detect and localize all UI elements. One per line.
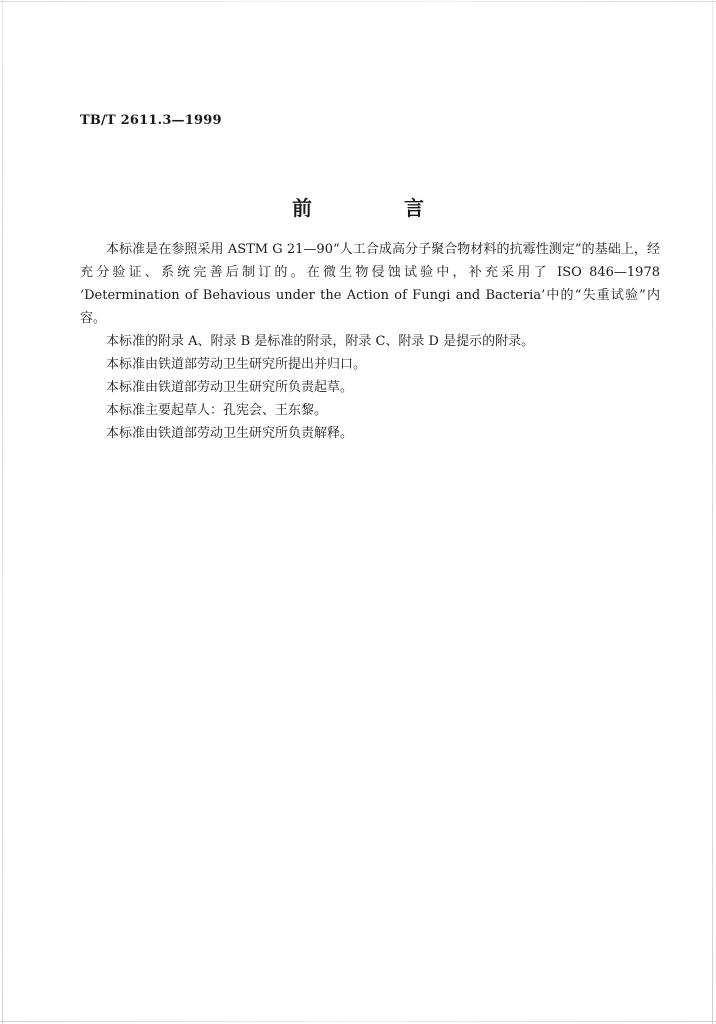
scan-edge-top — [0, 1, 716, 2]
paragraph-interpretation: 本标准由铁道部劳动卫生研究所负责解释。 — [106, 426, 354, 441]
paragraph-basis: 本标准是在参照采用 ASTM G 21—90“人工合成高分子聚合物材料的抗霉性测定”的基础上，经充分验证、系统完善后制订的。在微生物侵蚀试验中，补充采用了 ISO 846—1978 ‘Determination of Behavious under the Action of Fungi and Bacteria’中的“失重试验”内容。 — [80, 242, 660, 326]
page-title: 前 言 — [292, 196, 460, 220]
paragraph-authors: 本标准主要起草人：孔宪会、王东黎。 — [106, 403, 328, 418]
scan-edge-left — [2, 0, 3, 1024]
scan-edge-right — [712, 0, 713, 1024]
foreword-body — [80, 238, 660, 445]
paragraph-appendices: 本标准的附录 A、附录 B 是标准的附录，附录 C、附录 D 是提示的附录。 — [106, 334, 535, 349]
scan-edge-bottom — [0, 1021, 716, 1022]
paragraph-proposer: 本标准由铁道部劳动卫生研究所提出并归口。 — [106, 357, 367, 372]
paragraph-drafter: 本标准由铁道部劳动卫生研究所负责起草。 — [106, 380, 354, 395]
document-code: TB/T 2611.3—1999 — [80, 113, 222, 128]
